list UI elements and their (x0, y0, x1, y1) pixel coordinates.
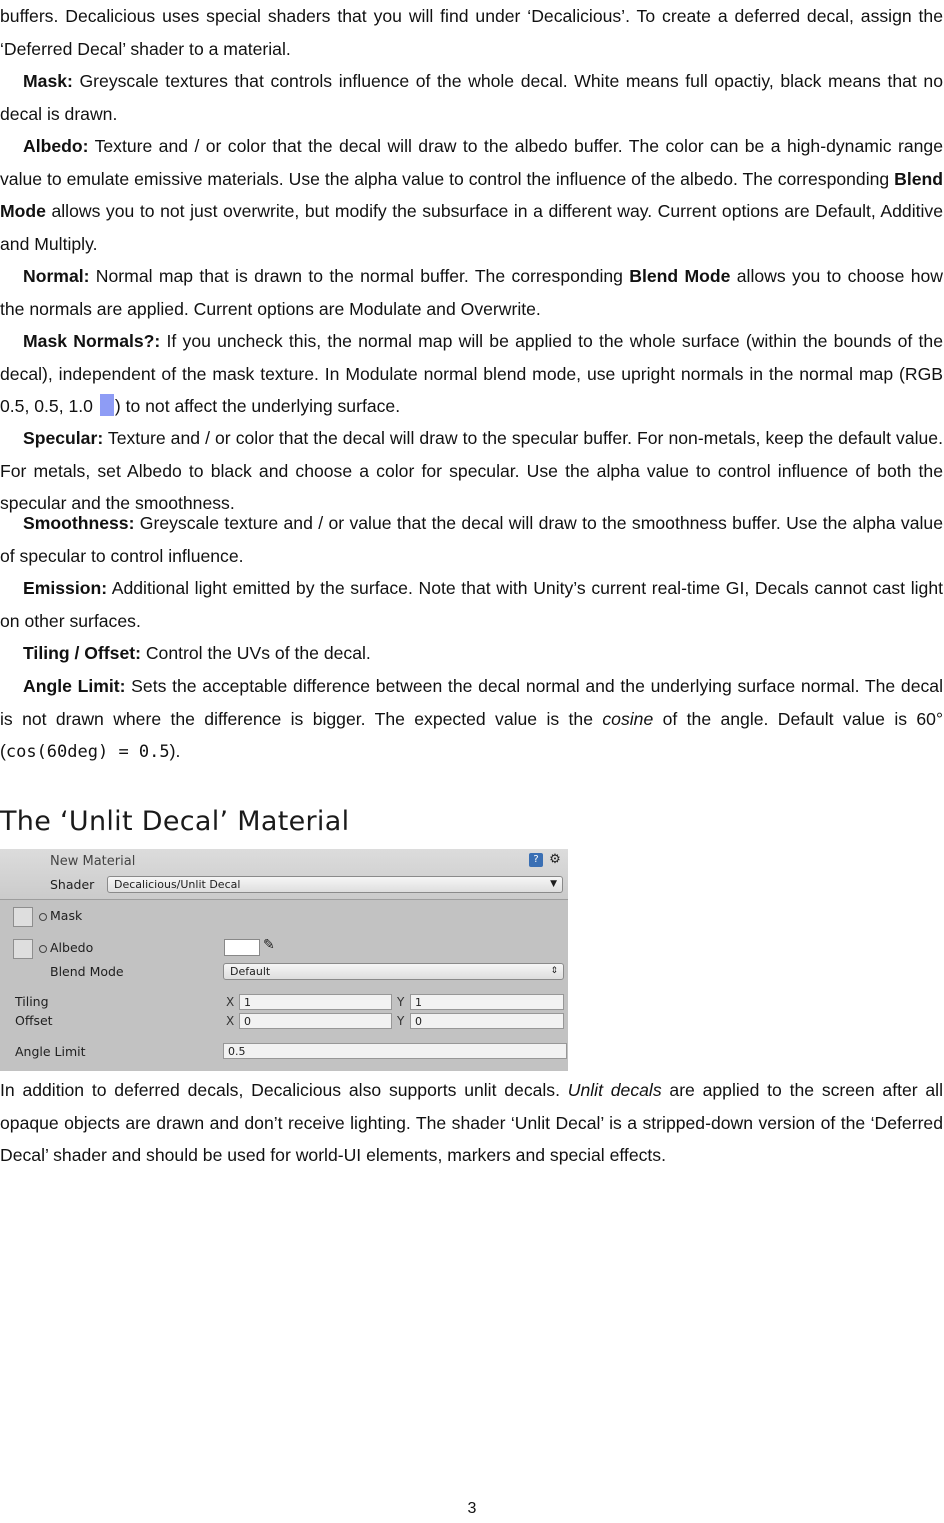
inspector-header (0, 849, 568, 900)
mask-object-picker-icon[interactable] (39, 913, 47, 921)
material-inspector (0, 849, 568, 1071)
material-title: New Material (50, 854, 136, 869)
offset-x-label: X (226, 1014, 235, 1028)
mask-label: Mask (50, 908, 83, 923)
eyedropper-icon[interactable]: ✎ (263, 937, 275, 953)
mask-paragraph: Mask: Greyscale textures that controls influence of the whole decal. White means full opactiy, black means that no decal is drawn. (0, 71, 943, 124)
intro-paragraph: buffers. Decalicious uses special shaders that you will find under ‘Decalicious’. To create a deferred decal, assign the ‘Deferred Decal’ shader to a material. (0, 6, 943, 59)
tiling-y-field[interactable]: 1 (410, 994, 564, 1010)
section-heading: The ‘Unlit Decal’ Material (0, 806, 350, 837)
page-number: 3 (467, 1500, 477, 1517)
mask-normals-term: Mask Normals?: (23, 331, 161, 351)
albedo-term: Albedo: (23, 136, 89, 156)
angle-limit-label: Angle Limit (15, 1044, 86, 1059)
offset-y-field[interactable]: 0 (410, 1013, 564, 1029)
offset-label: Offset (15, 1013, 53, 1028)
albedo-object-picker-icon[interactable] (39, 945, 47, 953)
offset-x-field[interactable]: 0 (239, 1013, 392, 1029)
angle-code: cos(60deg) = 0.5 (5, 742, 170, 762)
normal-paragraph: Normal: Normal map that is drawn to the normal buffer. The corresponding Blend Mode allows you to choose how the normals are applied. Current options are Modulate and Overwrite. (0, 266, 943, 319)
shader-value: Decalicious/Unlit Decal (114, 878, 241, 891)
albedo-paragraph: Albedo: Texture and / or color that the decal will draw to the albedo buffer. The color can be a high-dynamic range value to emulate emissive materials. Use the alpha value to control the influence of the albedo. The corresponding Blend Mode allows you to not just overwrite, but modify the subsurface in a different way. Current options are Default, Additive and Multiply. (0, 136, 943, 254)
angle-limit-paragraph: Angle Limit: Sets the acceptable difference between the decal normal and the underlying surface normal. The decal is not drawn where the difference is bigger. The expected value is the cosine of the angle. Default value is 60° (cos(60deg) = 0.5). (0, 676, 944, 762)
tiling-y-label: Y (397, 995, 405, 1009)
mask-texture-slot[interactable] (13, 907, 33, 927)
blend-mode-value: Default (230, 965, 271, 978)
smoothness-paragraph: Smoothness: Greyscale texture and / or value that the decal will draw to the smoothness buffer. Use the alpha value of specular to control influence. (0, 513, 943, 566)
normal-term: Normal: (23, 266, 90, 286)
mask-term: Mask: (23, 71, 73, 91)
specular-paragraph: Specular: Texture and / or color that the decal will draw to the specular buffer. For non-metals, keep the default value. For metals, set Albedo to black and choose a color for specular. Use the alpha value to control influence of both the specular and the smoothness. (0, 428, 943, 513)
tiling-paragraph: Tiling / Offset: Control the UVs of the decal. (23, 643, 371, 663)
tiling-label: Tiling (15, 994, 49, 1009)
unlit-paragraph: In addition to deferred decals, Decalicious also supports unlit decals. Unlit decals are applied to the screen after all opaque objects are drawn and don’t receive lighting. The shader ‘Unlit Decal’ is a stripped-down version of the ‘Deferred Decal’ shader and should be used for world-UI elements, markers and special effects. (0, 1080, 943, 1165)
albedo-label: Albedo (50, 940, 94, 955)
offset-y-label: Y (397, 1014, 405, 1028)
tiling-term: Tiling / Offset: (23, 643, 141, 663)
help-book-icon[interactable]: ? (529, 853, 543, 867)
emission-term: Emission: (23, 578, 108, 598)
albedo-texture-slot[interactable] (13, 939, 33, 959)
mask-normals-paragraph: Mask Normals?: If you uncheck this, the normal map will be applied to the whole surface (within the bounds of the decal), independent of the mask texture. In Modulate normal blend mode, use upright normals in the normal map (RGB 0.5, 0.5, 1.0 ) to not affect the underlying surface. (0, 331, 943, 416)
albedo-color-field[interactable] (224, 939, 260, 956)
angle-limit-term: Angle Limit: (23, 676, 126, 696)
tiling-x-field[interactable]: 1 (239, 994, 392, 1010)
emission-paragraph: Emission: Additional light emitted by the surface. Note that with Unity’s current real-time GI, Decals cannot cast light on other surfaces. (0, 578, 943, 631)
angle-limit-field[interactable]: 0.5 (223, 1043, 567, 1059)
tiling-x-label: X (226, 995, 235, 1009)
specular-term: Specular: (23, 428, 104, 448)
chevron-down-icon: ▼ (550, 879, 557, 889)
stepper-arrows-icon: ⇕ (550, 966, 558, 976)
blend-mode-dropdown[interactable] (223, 963, 564, 980)
normal-color-swatch (100, 394, 114, 416)
shader-dropdown[interactable] (107, 876, 563, 893)
shader-label: Shader (50, 877, 95, 892)
gear-icon[interactable]: ⚙ (549, 852, 561, 867)
smoothness-term: Smoothness: (23, 513, 135, 533)
blend-mode-label: Blend Mode (50, 964, 124, 979)
